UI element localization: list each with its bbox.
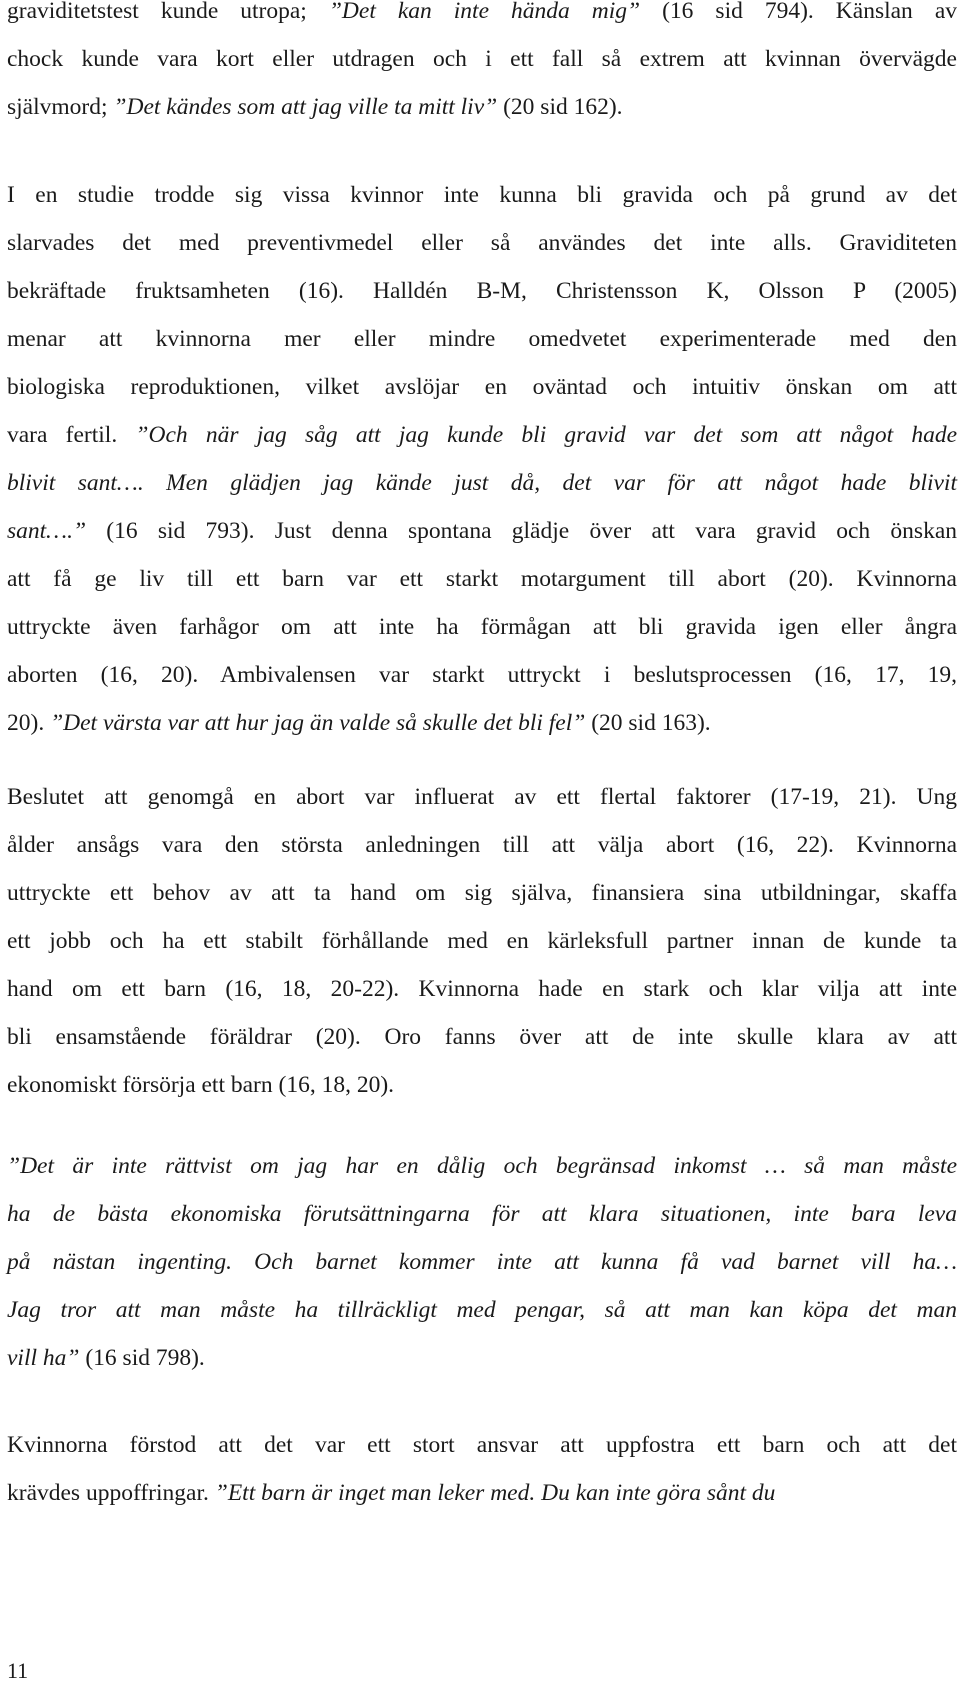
quote-segment: Jag tror att man måste ha tillräckligt med pengar, så att man kan köpa det man [7, 1297, 957, 1323]
text-segment: I en studie trodde sig vissa kvinnor inte kunna bli gravida och på grund av det [7, 182, 957, 208]
text-line [7, 0, 957, 35]
text-line [7, 869, 957, 917]
paragraph-shock-reaction [7, 0, 957, 131]
text-segment: graviditetstest kunde utropa; [7, 0, 329, 24]
text-segment: ålder ansågs vara den största anledningen till att välja abort (16, 22). Kvinnorna [7, 832, 957, 858]
text-line [7, 507, 957, 555]
text-line [7, 171, 957, 219]
text-line [7, 917, 957, 965]
text-line [7, 699, 957, 747]
quote-segment: ”Det är inte rättvist om jag har en dålig och begränsad inkomst … så man måste [7, 1153, 957, 1179]
text-segment: bli ensamstående föräldrar (20). Oro fanns över att de inte skulle klara av att [7, 1024, 957, 1050]
quote-segment: ”Det kändes som att jag ville ta mitt liv” [113, 94, 498, 120]
text-segment: (16 sid 793). Just denna spontana glädje över att vara gravid och önskan [86, 518, 957, 544]
quote-segment: vill ha” [7, 1345, 80, 1371]
text-segment: biologiska reproduktionen, vilket avslöjar en oväntad och intuitiv önskan om att [7, 374, 957, 400]
text-line [7, 773, 957, 821]
text-line [7, 603, 957, 651]
text-line [7, 651, 957, 699]
text-segment: menar att kvinnorna mer eller mindre omedvetet experimenterade med den [7, 326, 957, 352]
quote-segment: ”Det kan inte hända mig” [328, 0, 641, 24]
text-segment: uttryckte ett behov av att ta hand om sig själva, finansiera sina utbildningar, skaffa [7, 880, 957, 906]
quote-segment: blivit sant…. Men glädjen jag kände just då, det var för att något hade blivit [7, 470, 957, 496]
paragraph-responsibility [7, 1421, 957, 1517]
text-segment: (16 sid 794). Känslan av [640, 0, 957, 24]
text-line [7, 1469, 957, 1517]
text-line [7, 363, 957, 411]
text-line [7, 315, 957, 363]
text-line [7, 459, 957, 507]
paragraph-fertility-ambivalence [7, 171, 957, 747]
text-line [7, 1238, 957, 1286]
text-segment: (16 sid 798). [79, 1345, 205, 1371]
text-segment: (20 sid 162). [497, 94, 623, 120]
text-line [7, 965, 957, 1013]
paragraph-quote-economy [7, 1142, 957, 1382]
text-segment: ett jobb och ha ett stabilt förhållande med en kärleksfull partner innan de kunde ta [7, 928, 957, 954]
paragraph-decision-factors [7, 773, 957, 1109]
text-line [7, 1142, 957, 1190]
text-segment: 20). [7, 710, 51, 736]
text-line [7, 1334, 957, 1382]
quote-segment: ”Och när jag såg att jag kunde bli gravid var det som att något hade [135, 422, 957, 448]
text-segment: självmord; [7, 94, 114, 120]
text-segment: uttryckte även farhågor om att inte ha förmågan att bli gravida igen eller ångra [7, 614, 957, 640]
text-segment: att få ge liv till ett barn var ett starkt motargument till abort (20). Kvinnorna [7, 566, 957, 592]
text-line [7, 219, 957, 267]
text-segment: krävdes uppoffringar. [7, 1480, 215, 1506]
text-segment: hand om ett barn (16, 18, 20-22). Kvinnorna hade en stark och klar vilja att inte [7, 976, 957, 1002]
text-segment: slarvades det med preventivmedel eller så användes det inte alls. Graviditeten [7, 230, 957, 256]
text-segment: ekonomiskt försörja ett barn (16, 18, 20). [7, 1072, 395, 1098]
text-segment: chock kunde vara kort eller utdragen och i ett fall så extrem att kvinnan övervägde [7, 46, 957, 72]
text-line [7, 1286, 957, 1334]
text-line [7, 1013, 957, 1061]
text-line [7, 267, 957, 315]
text-line [7, 1190, 957, 1238]
quote-segment: ”Ett barn är inget man leker med. Du kan inte göra sånt du [214, 1480, 776, 1506]
text-line [7, 555, 957, 603]
text-line [7, 821, 957, 869]
quote-segment: sant….” [7, 518, 87, 544]
text-line [7, 83, 957, 131]
quote-segment: på nästan ingenting. Och barnet kommer inte att kunna få vad barnet vill ha… [7, 1249, 957, 1275]
text-segment: vara fertil. [7, 422, 136, 448]
quote-segment: ha de bästa ekonomiska förutsättningarna för att klara situationen, inte bara leva [7, 1201, 957, 1227]
text-segment: (20 sid 163). [585, 710, 711, 736]
text-segment: bekräftade fruktsamheten (16). Halldén B-M, Christensson K, Olsson P (2005) [7, 278, 957, 304]
quote-segment: ”Det värsta var att hur jag än valde så skulle det bli fel” [50, 710, 586, 736]
text-line [7, 1421, 957, 1469]
text-segment: Kvinnorna förstod att det var ett stort ansvar att uppfostra ett barn och att det [7, 1432, 957, 1458]
text-segment: aborten (16, 20). Ambivalensen var starkt uttryckt i beslutsprocessen (16, 17, 19, [7, 662, 957, 688]
page-number: 11 [7, 1658, 29, 1683]
text-line [7, 35, 957, 83]
text-line [7, 411, 957, 459]
text-line [7, 1061, 957, 1109]
text-segment: Beslutet att genomgå en abort var influerat av ett flertal faktorer (17-19, 21). Ung [7, 784, 957, 810]
